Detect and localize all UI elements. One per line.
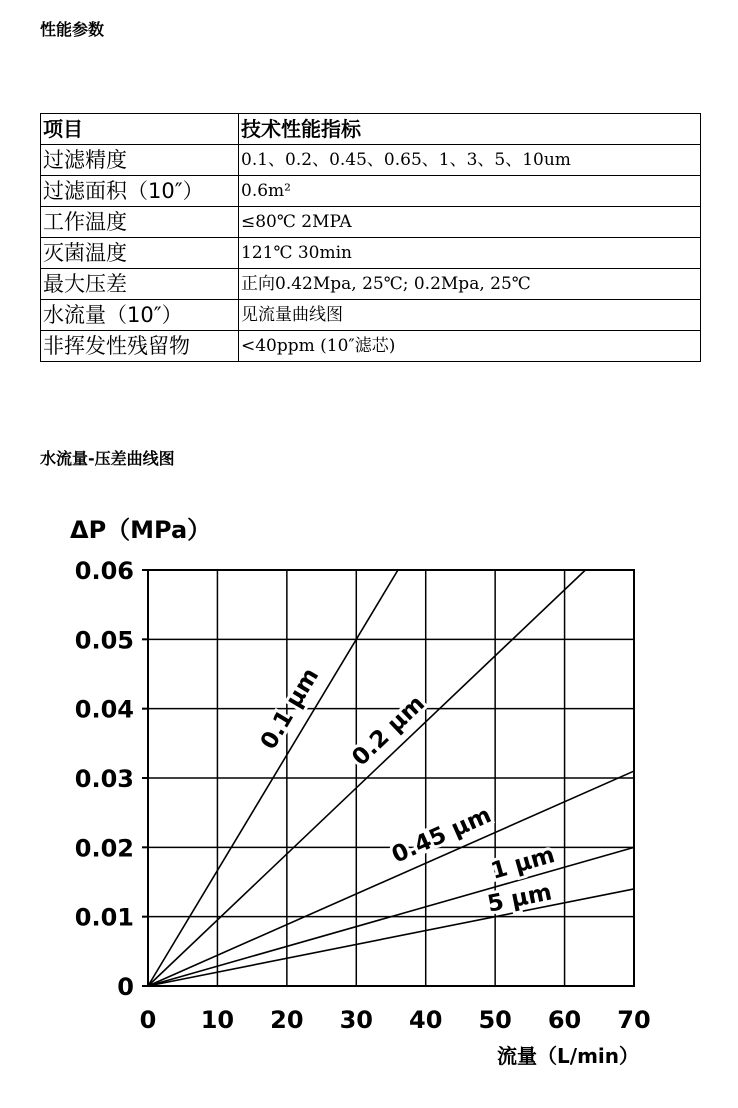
row-label: 最大压差	[41, 269, 239, 300]
chart-grid	[142, 570, 634, 986]
y-tick-label: 0.01	[74, 903, 134, 932]
x-tick-label: 20	[270, 1006, 304, 1034]
table-row	[41, 176, 701, 207]
header-cell-spec: 技术性能指标	[239, 114, 701, 145]
series-label-group	[347, 691, 430, 772]
x-tick-label: 0	[139, 1006, 157, 1034]
x-tick-label: 30	[339, 1006, 373, 1034]
table-row	[41, 300, 701, 331]
y-tick-label: 0.04	[74, 695, 134, 724]
table-row	[41, 145, 701, 176]
series-label: 0.45 μm	[388, 802, 496, 869]
y-tick-label: 0.05	[74, 626, 134, 655]
table-row	[41, 207, 701, 238]
series-line-2	[148, 771, 634, 986]
section-title-flow-curve: 水流量-压差曲线图	[40, 449, 175, 468]
x-tick-label: 60	[547, 1006, 582, 1034]
table-row	[41, 269, 701, 300]
row-label: 灭菌温度	[41, 238, 239, 269]
y-tick-label: 0.02	[74, 834, 134, 863]
row-value: 0.6m²	[239, 176, 701, 207]
row-value: 121℃ 30min	[239, 238, 701, 269]
series-label: 1 μm	[488, 842, 558, 885]
row-value: ≤80℃ 2MPA	[239, 207, 701, 238]
series-label: 0.2 μm	[347, 690, 431, 772]
row-label: 过滤面积（10″）	[41, 176, 239, 207]
flow-pressure-chart	[40, 500, 680, 1070]
row-label: 非挥发性残留物	[41, 331, 239, 362]
table-row	[41, 238, 701, 269]
y-axis-title: ΔP（MPa）	[70, 516, 212, 544]
series-line-4	[148, 889, 634, 986]
x-tick-label: 70	[617, 1006, 651, 1034]
section-title-performance: 性能参数	[40, 20, 105, 39]
spec-table	[40, 113, 701, 362]
x-tick-label: 10	[200, 1006, 235, 1034]
y-tick-label: 0.06	[74, 557, 134, 585]
y-tick-label: 0	[117, 973, 134, 1001]
row-value: <40ppm (10″滤芯)	[239, 331, 701, 362]
series-label: 0.1 μm	[255, 663, 325, 755]
row-label: 水流量（10″）	[41, 300, 239, 331]
series-label-group	[388, 802, 495, 869]
x-tick-label: 50	[478, 1006, 512, 1034]
series-label: 5 μm	[485, 879, 555, 918]
row-label: 过滤精度	[41, 145, 239, 176]
table-row	[41, 331, 701, 362]
y-tick-label: 0.03	[74, 765, 134, 793]
row-label: 工作温度	[41, 207, 239, 238]
row-value: 0.1、0.2、0.45、0.65、1、3、5、10um	[239, 145, 701, 176]
row-value: 见流量曲线图	[239, 300, 701, 331]
x-tick-label: 40	[409, 1006, 443, 1034]
header-cell-item: 项目	[41, 114, 239, 145]
x-axis-title: 流量（L/min）	[497, 1044, 639, 1068]
row-value: 正向0.42Mpa, 25℃; 0.2Mpa, 25℃	[239, 269, 701, 300]
table-header-row	[41, 114, 701, 145]
